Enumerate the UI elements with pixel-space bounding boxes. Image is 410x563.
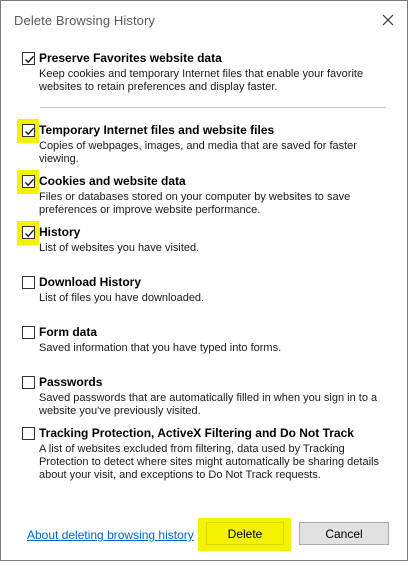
option-description: List of websites you have visited. xyxy=(39,242,200,254)
checkbox-wrapper xyxy=(22,276,36,290)
option-description: Keep cookies and temporary Internet files that enable your favorite websites to retain preferences and display faster. xyxy=(39,68,364,93)
checkmark-icon xyxy=(23,53,36,66)
checkbox-wrapper xyxy=(22,124,36,138)
passwords-checkbox[interactable] xyxy=(22,376,35,389)
option-label[interactable]: Form data xyxy=(39,325,98,339)
checkbox-wrapper xyxy=(22,175,36,189)
download-history-checkbox[interactable] xyxy=(22,276,35,289)
history-checkbox[interactable] xyxy=(22,226,35,239)
checkmark-icon xyxy=(23,227,36,240)
cookies-checkbox[interactable] xyxy=(22,175,35,188)
option-label[interactable]: Download History xyxy=(39,275,142,289)
checkmark-icon xyxy=(23,125,36,138)
option-description: Copies of webpages, images, and media that are saved for faster viewing. xyxy=(39,140,357,165)
close-button[interactable] xyxy=(377,9,399,31)
preserve-favorites-checkbox[interactable] xyxy=(22,52,35,65)
option-description: Files or databases stored on your computer by websites to save preferences or improve website performance. xyxy=(39,191,351,216)
option-label[interactable]: Preserve Favorites website data xyxy=(39,51,222,65)
form-data-checkbox[interactable] xyxy=(22,326,35,339)
divider xyxy=(40,107,386,108)
option-label[interactable]: Temporary Internet files and website files xyxy=(39,123,275,137)
checkbox-wrapper xyxy=(22,427,36,441)
checkbox-wrapper xyxy=(22,226,36,240)
close-icon xyxy=(377,9,399,31)
checkbox-wrapper xyxy=(22,326,36,340)
option-label[interactable]: Tracking Protection, ActiveX Filtering and Do Not Track xyxy=(39,426,354,440)
window-title: Delete Browsing History xyxy=(14,13,156,28)
about-deleting-history-link[interactable]: About deleting browsing history xyxy=(27,528,194,542)
tracking-protection-checkbox[interactable] xyxy=(22,427,35,440)
option-description: Saved information that you have typed into forms. xyxy=(39,342,282,354)
checkmark-icon xyxy=(23,176,36,189)
checkbox-wrapper xyxy=(22,376,36,390)
option-label[interactable]: History xyxy=(39,225,81,239)
option-description: Saved passwords that are automatically filled in when you sign in to a website you've previously visited. xyxy=(39,392,378,417)
checkbox-wrapper xyxy=(22,52,36,66)
option-description: A list of websites excluded from filtering, data used by Tracking Protection to detect where sites might automatically be sharing details about your visit, and exceptions to Do Not Track requests. xyxy=(39,443,379,481)
option-label[interactable]: Passwords xyxy=(39,375,103,389)
cancel-button[interactable]: Cancel xyxy=(299,522,389,545)
delete-button[interactable]: Delete xyxy=(206,522,284,545)
temporary-internet-files-checkbox[interactable] xyxy=(22,124,35,137)
option-label[interactable]: Cookies and website data xyxy=(39,174,186,188)
option-description: List of files you have downloaded. xyxy=(39,292,205,304)
title-bar xyxy=(1,1,407,41)
